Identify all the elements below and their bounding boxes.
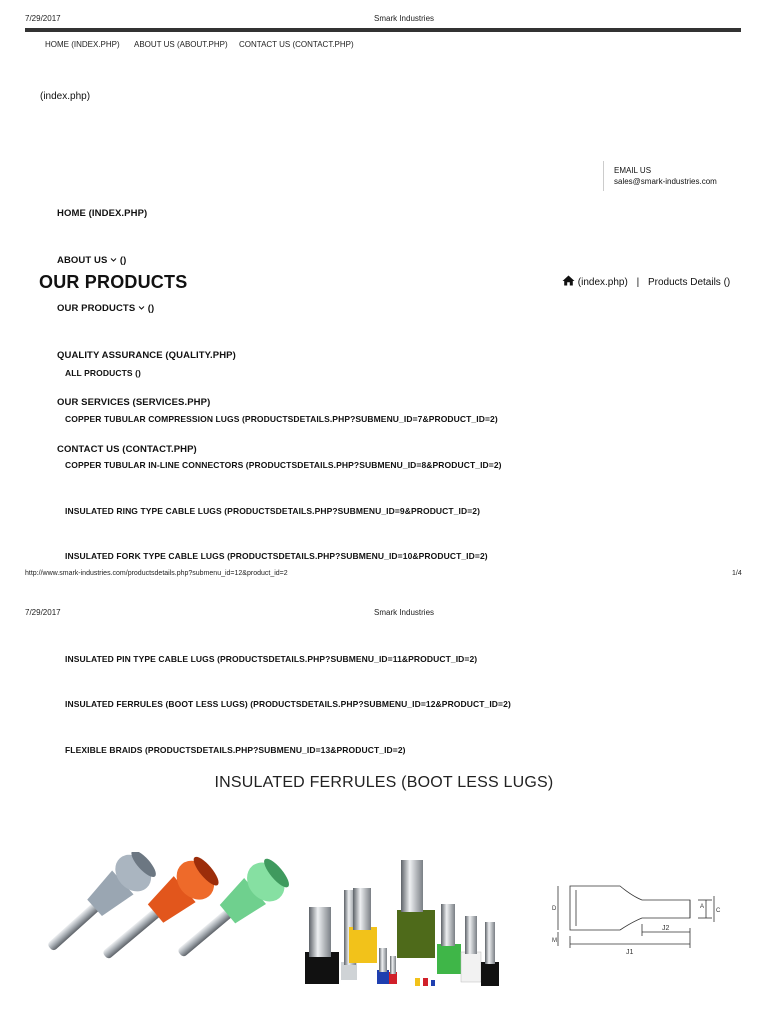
print-site-title: Smark Industries bbox=[374, 14, 435, 23]
dim-j2-label: J2 bbox=[662, 925, 670, 932]
submenu-pin-lugs-link[interactable]: INSULATED PIN TYPE CABLE LUGS (PRODUCTSDETAILS.PHP?SUBMENU_ID=11&PRODUCT_ID=2) bbox=[65, 654, 478, 664]
dim-j1-label: J1 bbox=[626, 949, 634, 956]
topnav-contact-link[interactable]: CONTACT US (CONTACT.PHP) bbox=[239, 40, 354, 49]
print-date: 7/29/2017 bbox=[25, 14, 61, 23]
menu-products-suffix: () bbox=[147, 303, 155, 315]
menu-contact-link[interactable]: CONTACT US (CONTACT.PHP) bbox=[57, 444, 197, 455]
submenu-fork-lugs-link[interactable]: INSULATED FORK TYPE CABLE LUGS (PRODUCTSDETAILS.PHP?SUBMENU_ID=10&PRODUCT_ID=2) bbox=[65, 551, 488, 561]
home-icon[interactable] bbox=[562, 275, 575, 289]
submenu-ferrules-link[interactable]: INSULATED FERRULES (BOOT LESS LUGS) (PRODUCTSDETAILS.PHP?SUBMENU_ID=12&PRODUCT_ID=2) bbox=[65, 699, 511, 709]
email-contact-box bbox=[603, 161, 744, 191]
submenu-inline-connectors-link[interactable]: COPPER TUBULAR IN-LINE CONNECTORS (PRODUCTSDETAILS.PHP?SUBMENU_ID=8&PRODUCT_ID=2) bbox=[65, 460, 502, 470]
logo-link[interactable]: (index.php) bbox=[40, 91, 91, 102]
menu-about-link[interactable] bbox=[57, 255, 126, 266]
menu-services-link[interactable]: OUR SERVICES (SERVICES.PHP) bbox=[57, 397, 211, 408]
breadcrumb-separator: | bbox=[636, 277, 640, 288]
chevron-down-icon bbox=[138, 303, 145, 314]
dim-a-label: A bbox=[700, 904, 705, 910]
email-label: EMAIL US bbox=[614, 166, 652, 175]
breadcrumb-home-link[interactable]: (index.php) bbox=[577, 277, 628, 288]
submenu-compression-lugs-link[interactable]: COPPER TUBULAR COMPRESSION LUGS (PRODUCTSDETAILS.PHP?SUBMENU_ID=7&PRODUCT_ID=2) bbox=[65, 414, 498, 424]
print-site-title-2: Smark Industries bbox=[374, 608, 435, 617]
menu-products-label: OUR PRODUCTS bbox=[57, 303, 136, 315]
submenu-all-products-link[interactable]: ALL PRODUCTS () bbox=[65, 368, 141, 378]
ferrules-photo-2 bbox=[297, 852, 512, 998]
breadcrumb bbox=[562, 275, 730, 289]
print-footer-url: http://www.smark-industries.com/productsdetails.php?submenu_id=12&product_id=2 bbox=[25, 570, 288, 577]
menu-about-suffix: () bbox=[119, 255, 127, 267]
email-address-link[interactable]: sales@smark-industries.com bbox=[614, 177, 717, 186]
print-footer-page: 1/4 bbox=[732, 570, 742, 577]
breadcrumb-current: Products Details () bbox=[647, 277, 731, 288]
menu-quality-link[interactable]: QUALITY ASSURANCE (QUALITY.PHP) bbox=[57, 350, 236, 361]
dim-m-label: M bbox=[552, 938, 557, 944]
submenu-ring-lugs-link[interactable]: INSULATED RING TYPE CABLE LUGS (PRODUCTSDETAILS.PHP?SUBMENU_ID=9&PRODUCT_ID=2) bbox=[65, 506, 481, 516]
menu-home-link[interactable]: HOME (INDEX.PHP) bbox=[57, 208, 148, 219]
product-heading: INSULATED FERRULES (BOOT LESS LUGS) bbox=[214, 774, 554, 791]
topnav-about-link[interactable]: ABOUT US (ABOUT.PHP) bbox=[134, 40, 228, 49]
dim-d-label: D bbox=[552, 906, 557, 912]
page-title: OUR PRODUCTS bbox=[39, 272, 188, 292]
menu-about-label: ABOUT US bbox=[57, 255, 108, 267]
topnav-home-link[interactable]: HOME (INDEX.PHP) bbox=[45, 40, 120, 49]
submenu-braids-link[interactable]: FLEXIBLE BRAIDS (PRODUCTSDETAILS.PHP?SUBMENU_ID=13&PRODUCT_ID=2) bbox=[65, 745, 406, 755]
ferrule-dimension-diagram bbox=[528, 866, 728, 972]
ferrules-photo-1 bbox=[40, 852, 295, 962]
chevron-down-icon bbox=[110, 255, 117, 266]
header-divider bbox=[25, 28, 741, 32]
dim-c-label: C bbox=[716, 908, 721, 914]
print-date-2: 7/29/2017 bbox=[25, 608, 61, 617]
menu-products-link[interactable] bbox=[57, 303, 154, 314]
